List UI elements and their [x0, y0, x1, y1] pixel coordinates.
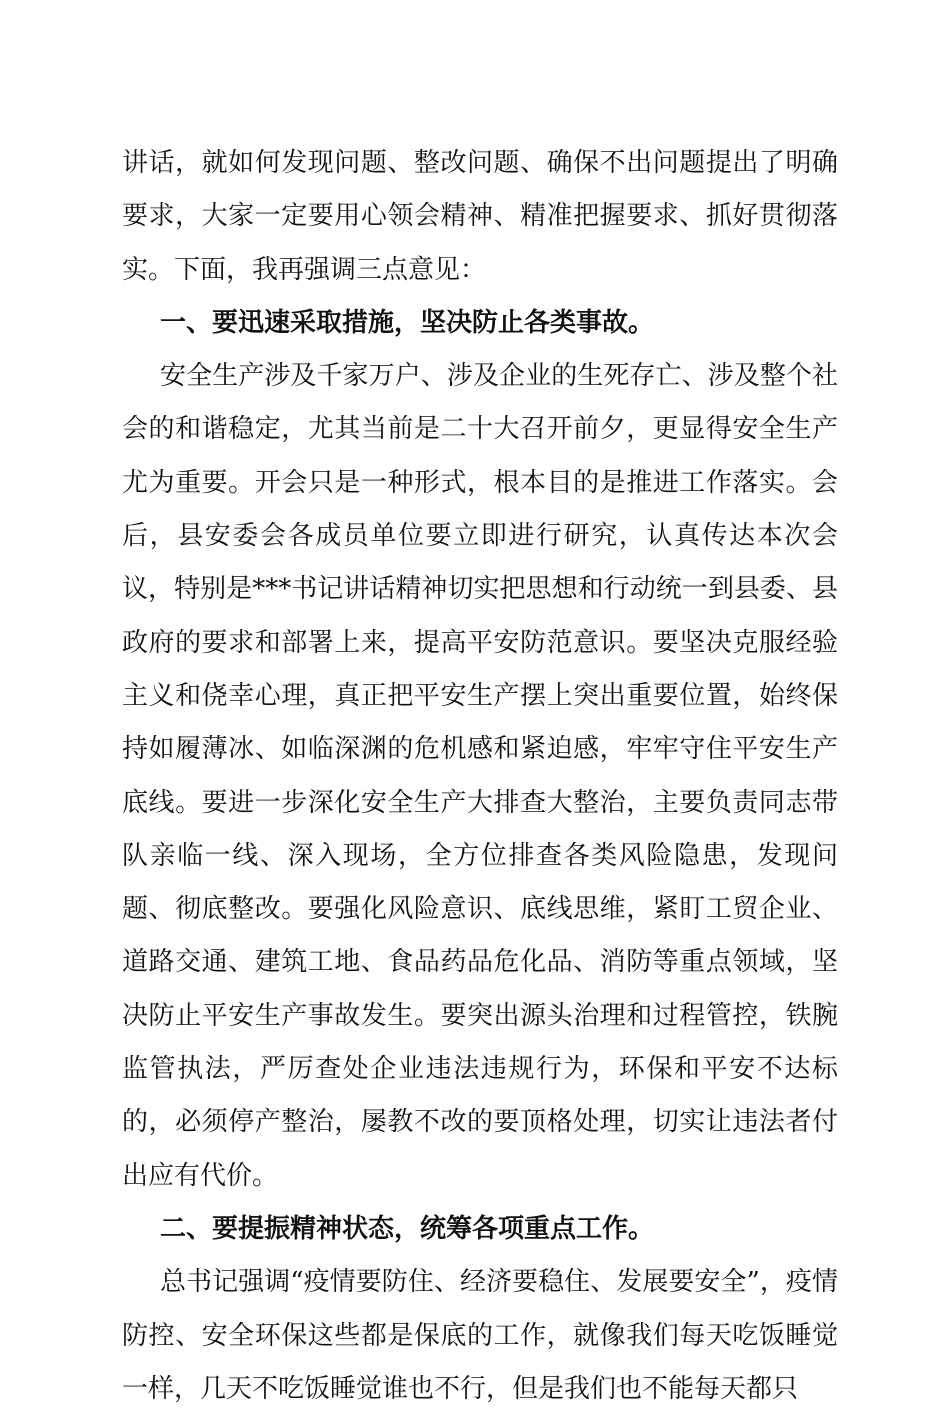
body-paragraph-continued: 讲话，就如何发现问题、整改问题、确保不出问题提出了明确要求，大家一定要用心领会精神、精准把握要求、抓好贯彻落实。下面，我再强调三点意见：: [122, 148, 838, 285]
document-body: [122, 137, 838, 1416]
section-heading-1: 一、要迅速采取措施，坚决防止各类事故。: [160, 307, 655, 338]
body-paragraph: 总书记强调“疫情要防住、经济要稳住、发展要安全”，疫情防控、安全环保这些都是保底的工作，就像我们每天吃饭睡觉一样，几天不吃饭睡觉谁也不行，但是我们也不能每天都只: [122, 1267, 838, 1404]
section-heading-2: 二、要提振精神状态，统筹各项重点工作。: [160, 1213, 655, 1244]
body-paragraph: 安全生产涉及千家万户、涉及企业的生死存亡、涉及整个社会的和谐稳定，尤其当前是二十大召开前夕，更显得安全生产尤为重要。开会只是一种形式，根本目的是推进工作落实。会后，县安委会各成员单位要立即进行研究，认真传达本次会议，特别是***书记讲话精神切实把思想和行动统一到县委、县政府的要求和部署上来，提高平安防范意识。要坚决克服经验主义和侥幸心理，真正把平安生产摆上突出重要位置，始终保持如履薄冰、如临深渊的危机感和紧迫感，牢牢守住平安生产底线。要进一步深化安全生产大排查大整治，主要负责同志带队亲临一线、深入现场，全方位排查各类风险隐患，发现问题、彻底整改。要强化风险意识、底线思维，紧盯工贸企业、道路交通、建筑工地、食品药品危化品、消防等重点领域，坚决防止平安生产事故发生。要突出源头治理和过程管控，铁腕监管执法，严厉查处企业违法违规行为，环保和平安不达标的，必须停产整治，屡教不改的要顶格处理，切实让违法者付出应有代价。: [122, 361, 838, 1191]
